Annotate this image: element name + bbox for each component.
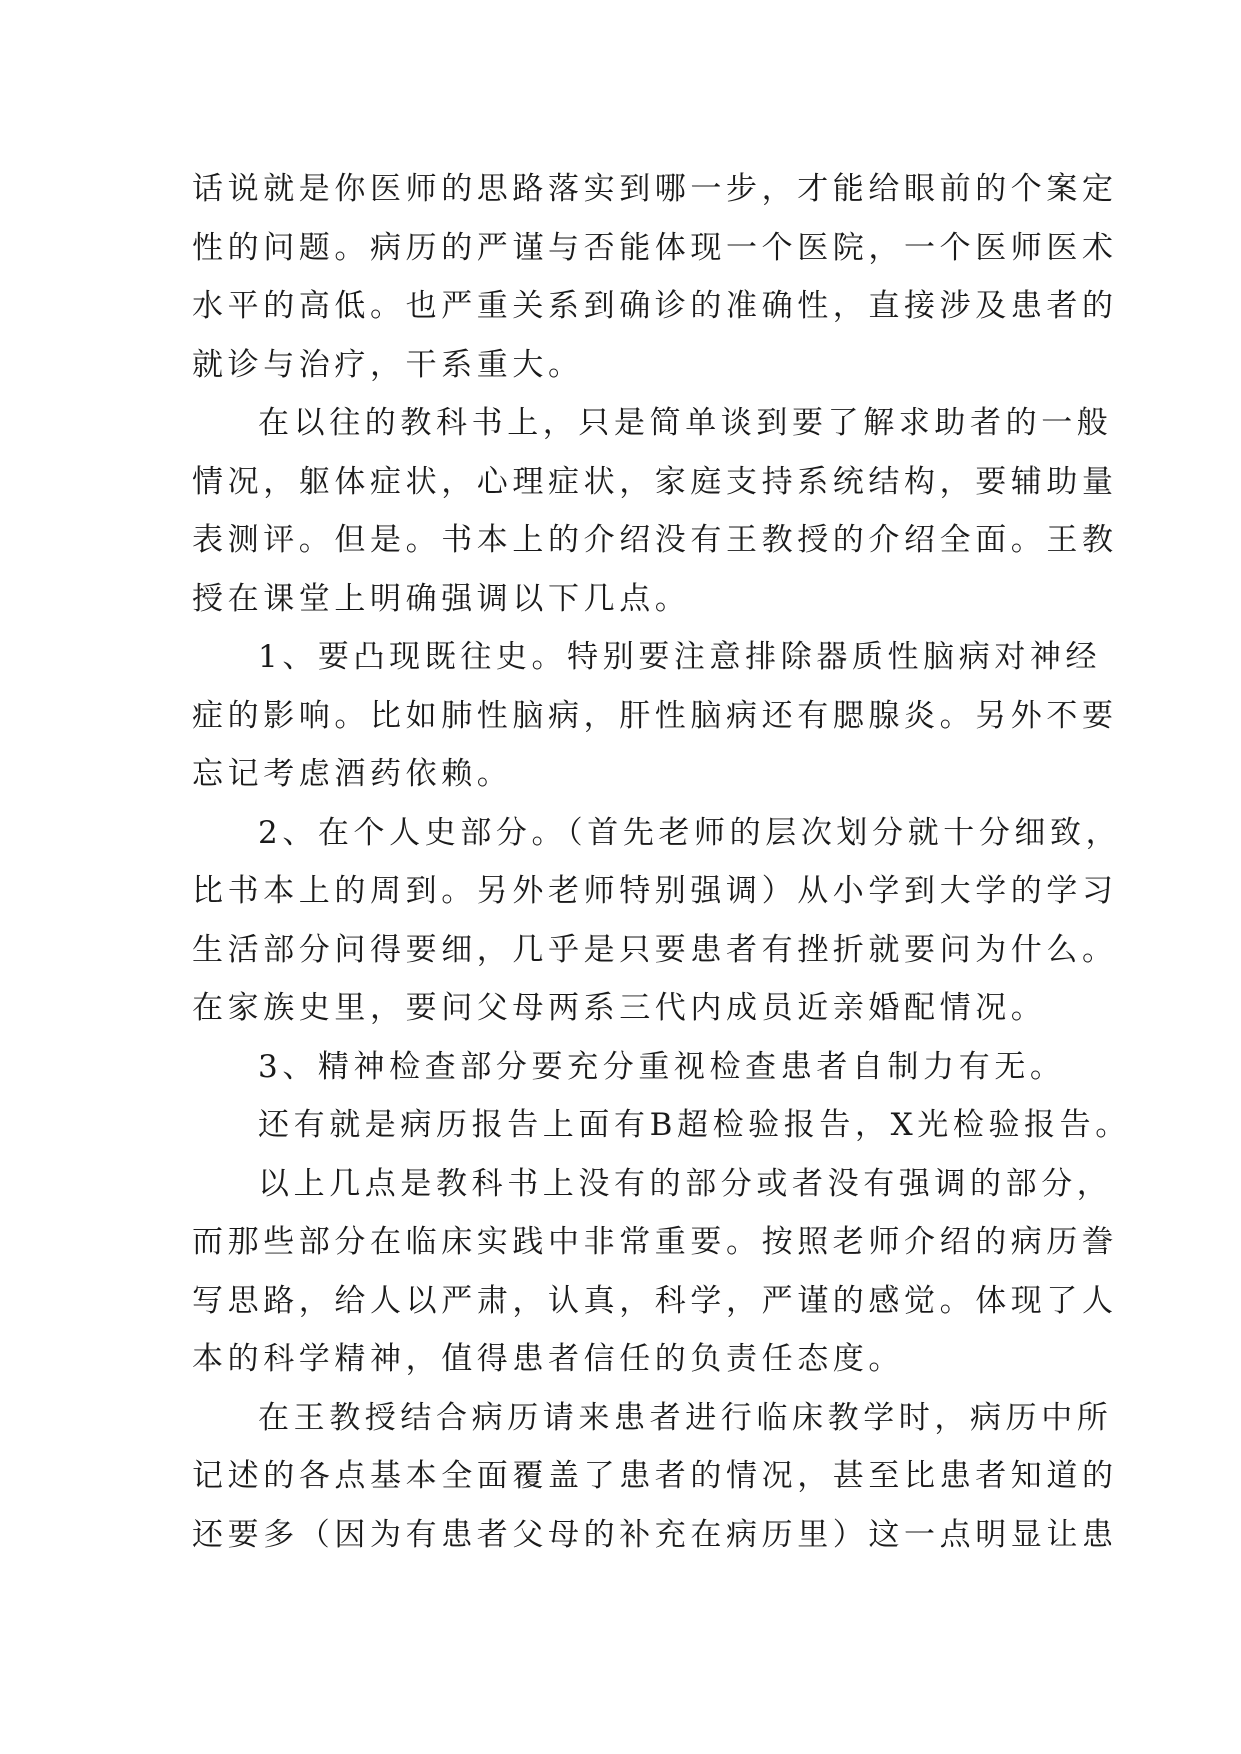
text-line: 本的科学精神，值得患者信任的负责任态度。 (192, 1341, 904, 1377)
text-line: 水平的高低。也严重关系到确诊的准确性，直接涉及患者的 (192, 288, 1118, 324)
text-line: 就诊与治疗，干系重大。 (192, 346, 584, 383)
text-line: 在王教授结合病历请来患者进行临床教学时，病历中所 (258, 1399, 1113, 1436)
text-line: 还有就是病历报告上面有B超检验报告，X光检验报告。 (258, 1107, 1131, 1143)
document-body (192, 160, 1131, 1564)
text-line: 而那些部分在临床实践中非常重要。按照老师介绍的病历誊 (192, 1224, 1118, 1260)
text-line: 生活部分问得要细，几乎是只要患者有挫折就要问为什么。 (192, 931, 1118, 968)
text-line: 表测评。但是。书本上的介绍没有王教授的介绍全面。王教 (192, 522, 1118, 558)
text-line: 情况，躯体症状，心理症状，家庭支持系统结构，要辅助量 (192, 463, 1118, 500)
text-line: 2、在个人史部分。（首先老师的层次划分就十分细致， (258, 814, 1122, 851)
text-line: 写思路，给人以严肃，认真，科学，严谨的感觉。体现了人 (192, 1282, 1118, 1319)
text-line: 在家族史里，要问父母两系三代内成员近亲婚配情况。 (192, 990, 1047, 1026)
text-line: 忘记考虑酒药依赖。 (192, 756, 513, 792)
text-line: 记述的各点基本全面覆盖了患者的情况，甚至比患者知道的 (192, 1458, 1118, 1494)
text-line: 症的影响。比如肺性脑病，肝性脑病还有腮腺炎。另外不要 (192, 697, 1118, 734)
text-line: 授在课堂上明确强调以下几点。 (192, 580, 691, 617)
text-line: 以上几点是教科书上没有的部分或者没有强调的部分， (258, 1165, 1113, 1202)
text-line: 1、要凸现既往史。特别要注意排除器质性脑病对神经 (258, 639, 1102, 675)
text-line: 还要多（因为有患者父母的补充在病历里）这一点明显让患 (192, 1516, 1118, 1553)
text-line: 在以往的教科书上，只是简单谈到要了解求助者的一般 (258, 405, 1113, 441)
text-line: 比书本上的周到。另外老师特别强调）从小学到大学的学习 (192, 873, 1118, 909)
text-line: 话说就是你医师的思路落实到哪一步，才能给眼前的个案定 (192, 171, 1118, 207)
text-line: 性的问题。病历的严谨与否能体现一个医院，一个医师医术 (192, 229, 1118, 266)
text-line: 3、精神检查部分要充分重视检查患者自制力有无。 (258, 1048, 1066, 1085)
